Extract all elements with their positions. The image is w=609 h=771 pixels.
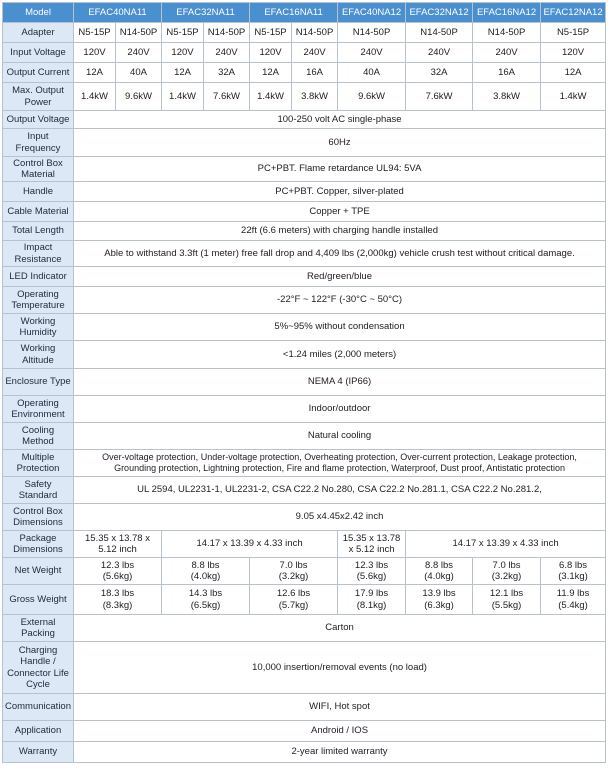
row-label: Enclosure Type [3,369,74,396]
cell-value: N14-50P [406,23,473,43]
row-label: Gross Weight [3,585,74,615]
cell-value: PC+PBT. Copper, silver-plated [74,182,606,202]
spec-table [2,2,606,763]
row-working-humidity [3,314,606,341]
cell-value: 12A [250,63,292,83]
row-life-cycle [3,642,606,694]
cell-value [541,558,606,585]
cell-value: 240V [116,43,162,63]
row-label: Max. Output Power [3,83,74,111]
cell-value: 3.8kW [292,83,338,111]
row-label: Operating Environment [3,396,74,423]
cell-value: 240V [204,43,250,63]
cell-value: 32A [406,63,473,83]
row-label: Operating Temperature [3,287,74,314]
cell-value: 14.17 x 13.39 x 4.33 inch [406,531,606,558]
weight-kg: (5.6kg) [356,571,387,582]
cell-value: 1.4kW [74,83,116,111]
cell-value: 120V [250,43,292,63]
header-model-efac12na12: EFAC12NA12 [541,3,606,23]
cell-value: 7.6kW [204,83,250,111]
header-model-efac16na12: EFAC16NA12 [473,3,541,23]
row-label: Input Voltage [3,43,74,63]
row-safety-standard [3,477,606,504]
row-label: Package Dimensions [3,531,74,558]
header-model-efac40na11: EFAC40NA11 [74,3,162,23]
cell-value: 10,000 insertion/removal events (no load) [74,642,606,694]
cell-value: 12A [541,63,606,83]
cell-value: N14-50P [338,23,406,43]
weight-lbs: 7.0 lbs [279,559,308,571]
cell-value: 240V [473,43,541,63]
row-control-box-material [3,157,606,182]
weight-kg: (3.2kg) [278,571,309,582]
header-model-efac16na11: EFAC16NA11 [250,3,338,23]
header-model: Model [3,3,74,23]
header-model-efac40na12: EFAC40NA12 [338,3,406,23]
row-output-current [3,63,606,83]
cell-value: 16A [473,63,541,83]
weight-kg: (3.2kg) [491,571,522,582]
row-operating-environment [3,396,606,423]
row-label: Multiple Protection [3,450,74,477]
cell-value: 13.9 lbs (6.3kg) [406,585,473,615]
weight-lbs: 8.8 lbs [425,559,454,571]
row-label: Handle [3,182,74,202]
row-label: Working Humidity [3,314,74,341]
row-package-dimensions [3,531,606,558]
cell-value: UL 2594, UL2231-1, UL2231-2, CSA C22.2 No.280, CSA C22.2 No.281.1, CSA C22.2 No.281.2, [74,477,606,504]
row-label: Cable Material [3,202,74,222]
cell-value: 1.4kW [250,83,292,111]
row-label: Safety Standard [3,477,74,504]
row-net-weight [3,558,606,585]
cell-value: 9.6kW [338,83,406,111]
cell-value [74,585,162,615]
row-label: Warranty [3,742,74,763]
cell-value: 1.4kW [162,83,204,111]
cell-value: N14-50P [473,23,541,43]
cell-value [162,585,250,615]
cell-value: Natural cooling [74,423,606,450]
row-gross-weight [3,585,606,615]
cell-value: Copper + TPE [74,202,606,222]
cell-value [250,585,338,615]
row-cable-material [3,202,606,222]
row-cooling-method [3,423,606,450]
weight-lbs: 12.6 lbs [276,588,311,599]
row-label: Total Length [3,222,74,241]
cell-value: 5%~95% without condensation [74,314,606,341]
protection-line-1: Over-voltage protection, Under-voltage protection, Overheating protection, Over-current protection, Leakage protection, [102,451,577,462]
cell-value: Red/green/blue [74,267,606,287]
weight-kg: (8.1kg) [356,599,387,611]
cell-value: 12A [162,63,204,83]
cell-value: 12.1 lbs (5.5kg) [473,585,541,615]
cell-value: 16A [292,63,338,83]
row-label: External Packing [3,615,74,642]
cell-value [338,558,406,585]
row-output-voltage [3,111,606,129]
cell-value: 240V [292,43,338,63]
cell-value: Android / IOS [74,721,606,742]
cell-value: 240V [406,43,473,63]
weight-lbs: 18.3 lbs [100,588,135,599]
weight-kg: (6.5kg) [190,599,221,611]
cell-value: 7.6kW [406,83,473,111]
weight-lbs: 14.3 lbs [188,588,223,599]
row-multiple-protection [3,450,606,477]
cell-value: 40A [338,63,406,83]
weight-kg: (8.3kg) [102,599,133,611]
cell-value: N14-50P [204,23,250,43]
row-operating-temperature [3,287,606,314]
row-label: Working Altitude [3,341,74,369]
row-warranty [3,742,606,763]
row-adapter [3,23,606,43]
cell-value: 9.6kW [116,83,162,111]
cell-value: 15.35 x 13.78 x 5.12 inch [338,531,406,558]
cell-value [406,558,473,585]
cell-value [74,558,162,585]
cell-value: N5-15P [250,23,292,43]
cell-value: 3.8kW [473,83,541,111]
cell-value: 120V [162,43,204,63]
cell-value [338,585,406,615]
cell-value: 2-year limited warranty [74,742,606,763]
row-handle [3,182,606,202]
row-label: Output Current [3,63,74,83]
cell-value: Able to withstand 3.3ft (1 meter) free fall drop and 4,409 lbs (2,000kg) vehicle crush test without critical damage. [74,241,606,267]
row-input-frequency [3,129,606,157]
cell-value: 120V [74,43,116,63]
cell-value: 12A [74,63,116,83]
cell-value: NEMA 4 (IP66) [74,369,606,396]
weight-kg: (4.0kg) [190,571,221,582]
row-max-output-power [3,83,606,111]
cell-value: 100-250 volt AC single-phase [74,111,606,129]
row-control-box-dimensions [3,504,606,531]
weight-lbs: 8.8 lbs [191,559,220,571]
row-total-length [3,222,606,241]
row-label: Communication [3,694,74,721]
cell-value: 40A [116,63,162,83]
weight-kg: (4.0kg) [424,571,454,582]
cell-value: <1.24 miles (2,000 meters) [74,341,606,369]
cell-value: N14-50P [116,23,162,43]
cell-value: N5-15P [74,23,116,43]
row-label: Output Voltage [3,111,74,129]
cell-value: 32A [204,63,250,83]
row-input-voltage [3,43,606,63]
row-label: LED Indicator [3,267,74,287]
cell-value: 1.4kW [541,83,606,111]
cell-value: N5-15P [162,23,204,43]
cell-value: N5-15P [541,23,606,43]
cell-value: 60Hz [74,129,606,157]
cell-value [250,558,338,585]
cell-value: -22°F ~ 122°F (-30°C ~ 50°C) [74,287,606,314]
row-label: Impact Resistance [3,241,74,267]
cell-value: Carton [74,615,606,642]
weight-kg: (5.6kg) [102,571,133,582]
header-row [3,3,606,23]
row-led-indicator [3,267,606,287]
cell-value: Indoor/outdoor [74,396,606,423]
weight-kg: (3.1kg) [558,571,588,582]
cell-value: 120V [541,43,606,63]
row-label: Net Weight [3,558,74,585]
row-label: Control Box Dimensions [3,504,74,531]
row-label: Adapter [3,23,74,43]
cell-value: 9.05 x4.45x2.42 inch [74,504,606,531]
weight-lbs: 12.3 lbs [354,559,389,571]
cell-value [74,450,606,477]
row-label: Control Box Material [3,157,74,182]
cell-value: N14-50P [292,23,338,43]
weight-lbs: 12.3 lbs [100,559,135,571]
weight-lbs: 6.8 lbs [559,559,588,571]
row-impact-resistance [3,241,606,267]
weight-lbs: 17.9 lbs [354,588,389,599]
row-working-altitude [3,341,606,369]
row-communication [3,694,606,721]
row-application [3,721,606,742]
cell-value: 14.17 x 13.39 x 4.33 inch [162,531,338,558]
protection-line-2: Grounding protection, Lightning protection, Fire and flame protection, Waterproof, Dust proof, Antistatic protection [114,463,565,473]
row-external-packing [3,615,606,642]
row-label: Cooling Method [3,423,74,450]
header-model-efac32na12: EFAC32NA12 [406,3,473,23]
cell-value: WIFI, Hot spot [74,694,606,721]
cell-value: 240V [338,43,406,63]
cell-value: PC+PBT. Flame retardance UL94: 5VA [74,157,606,182]
cell-value [473,558,541,585]
row-label: Application [3,721,74,742]
cell-value: 11.9 lbs (5.4kg) [541,585,606,615]
cell-value: 22ft (6.6 meters) with charging handle installed [74,222,606,241]
weight-kg: (5.7kg) [278,599,309,611]
row-enclosure-type [3,369,606,396]
row-label: Input Frequency [3,129,74,157]
header-model-efac32na11: EFAC32NA11 [162,3,250,23]
cell-value: 15.35 x 13.78 x 5.12 inch [74,531,162,558]
cell-value [162,558,250,585]
weight-lbs: 7.0 lbs [492,559,521,571]
row-label: Charging Handle / Connector Life Cycle [3,642,74,694]
